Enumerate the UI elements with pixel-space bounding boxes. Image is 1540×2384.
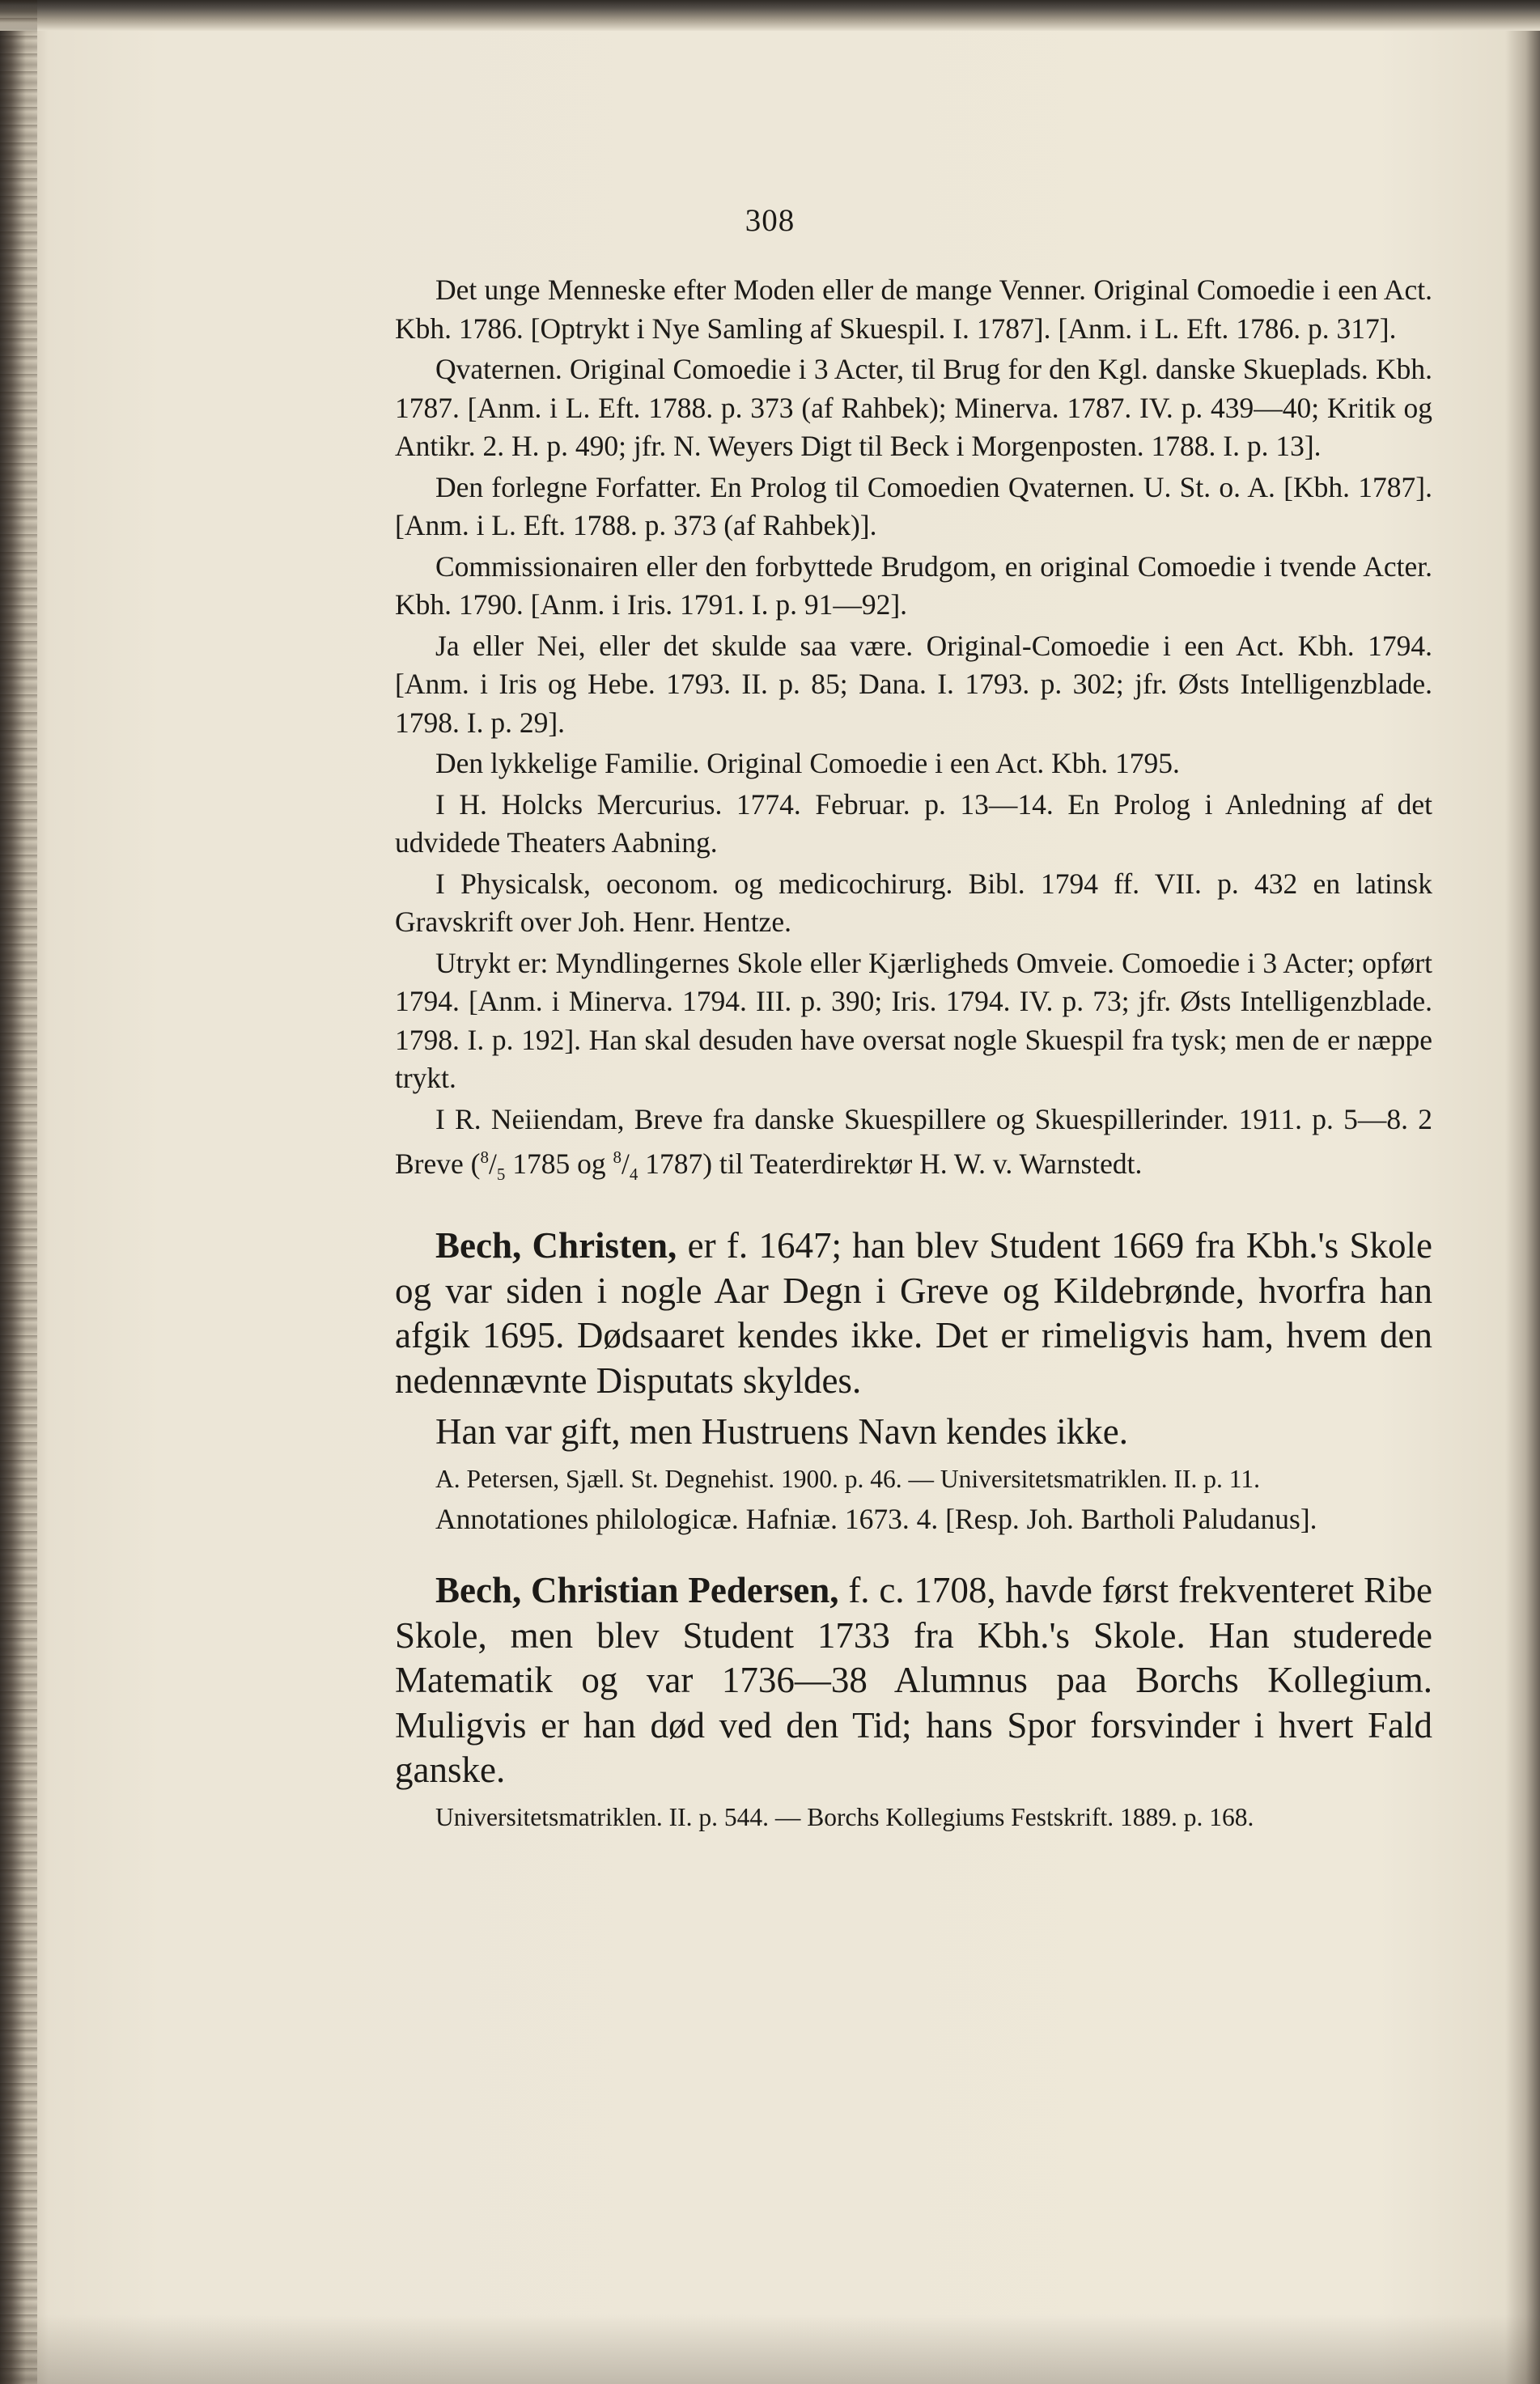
- neiiendam-text-after: 1787) til Teaterdirektør H. W. v. Warnstedt.: [638, 1147, 1143, 1180]
- biography-work: Annotationes philologicæ. Hafniæ. 1673. 4. [Resp. Joh. Bartholi Paludanus].: [435, 1502, 1317, 1535]
- biography-entry: [395, 1224, 1432, 1403]
- fraction-numerator: 8: [480, 1147, 489, 1167]
- neiiendam-entry: I R. Neiiendam, Breve fra danske Skuespillere og Skuespillerinder. 1911. p. 5—8. 2 Breve ($^8/_5$ 1785 og $^8/_4$ 1787) til Teaterdirektør H. W. v. Warnstedt.: [395, 1102, 1432, 1184]
- biography-text: f. c. 1708, havde først frekventeret Ribe Skole, men blev Student 1733 fra Kbh.'s Skole. Han studerede Matematik og var 1736—38 Alumnus paa Borchs Kollegium. Muligvis er han død ved den Tid; hans Spor forsvinder i hvert Fald ganske.: [395, 1570, 1432, 1791]
- biography-entry: [395, 1568, 1432, 1793]
- biography-married-note: Han var gift, men Hustruens Navn kendes ikke.: [435, 1411, 1129, 1453]
- work-entry: Ja eller Nei, eller det skulde saa være. Original-Comoedie i een Act. Kbh. 1794. [Anm. i Iris og Hebe. 1793. II. p. 85; Dana. I. 1793. p. 302; jfr. Østs Intelligenzblade. 1798. I. p. 29].: [395, 629, 1432, 739]
- page-bottom-shade: [0, 2314, 1540, 2384]
- fraction-denominator: 5: [496, 1164, 506, 1184]
- biography-text: er f. 1647; han blev Student 1669 fra Kbh.'s Skole og var siden i nogle Aar Degn i Greve og Kildebrønde, hvorfra han afgik 1695. Dødsaaret kendes ikke. Det er rimeligvis ham, hvem den nedennævnte Disputats skyldes.: [395, 1225, 1432, 1401]
- biography-name: Bech, Christen,: [435, 1225, 677, 1266]
- neiiendam-text-middle: 1785 og: [505, 1147, 613, 1180]
- neiiendam-text-before: I R. Neiiendam, Breve fra danske Skuespillere og Skuespillerinder. 1911. p. 5—8. 2 Breve (: [395, 1102, 1432, 1180]
- section-gap: [395, 1196, 1432, 1224]
- work-entry: Commissionairen eller den forbyttede Brudgom, en original Comoedie i tvende Acter. Kbh. 1790. [Anm. i Iris. 1791. I. p. 91—92].: [395, 549, 1432, 621]
- biography-sources: A. Petersen, Sjæll. St. Degnehist. 1900. p. 46. — Universitetsmatriklen. II. p. 11.: [435, 1464, 1260, 1493]
- work-entry: Den forlegne Forfatter. En Prolog til Comoedien Qvaternen. U. St. o. A. [Kbh. 1787]. [Anm. i L. Eft. 1788. p. 373 (af Rahbek)].: [395, 470, 1432, 541]
- work-entry: Utrykt er: Myndlingernes Skole eller Kjærligheds Omveie. Comoedie i 3 Acter; opført 1794. [Anm. i Minerva. 1794. III. p. 390; Iris. 1794. IV. p. 73; jfr. Østs Intelligenzblade. 1798. I. p. 192]. Han skal desuden have oversat nogle Skuespil fra tysk; men de er næppe trykt.: [395, 946, 1432, 1094]
- fraction-denominator: 4: [629, 1164, 638, 1184]
- book-binding-edge: [0, 0, 37, 2384]
- work-entry: I Physicalsk, oeconom. og medicochirurg. Bibl. 1794 ff. VII. p. 432 en latinsk Gravskrift over Joh. Henr. Hentze.: [395, 867, 1432, 938]
- page-number: 308: [745, 203, 795, 238]
- work-entry: I H. Holcks Mercurius. 1774. Februar. p. 13—14. En Prolog i Anledning af det udvidede Theaters Aabning.: [395, 787, 1432, 859]
- work-entry: Den lykkelige Familie. Original Comoedie i een Act. Kbh. 1795.: [435, 747, 1180, 779]
- biography-sources: Universitetsmatriklen. II. p. 544. — Borchs Kollegiums Festskrift. 1889. p. 168.: [435, 1802, 1254, 1831]
- work-entry: Det unge Menneske efter Moden eller de mange Venner. Original Comoedie i een Act. Kbh. 1786. [Optrykt i Nye Samling af Skuespil. I. 1787]. [Anm. i L. Eft. 1786. p. 317].: [395, 274, 1432, 345]
- section-gap: [395, 1541, 1432, 1568]
- fraction-numerator: 8: [613, 1147, 622, 1167]
- work-entry: Qvaternen. Original Comoedie i 3 Acter, til Brug for den Kgl. danske Skueplads. Kbh. 1787. [Anm. i L. Eft. 1788. p. 373 (af Rahbek); Minerva. 1787. IV. p. 439—40; Kritik og Antikr. 2. H. p. 490; jfr. N. Weyers Digt til Beck i Morgenposten. 1788. I. p. 13].: [395, 353, 1432, 462]
- page-body: [395, 271, 1432, 1839]
- page-top-edge: [0, 0, 1540, 31]
- biography-name: Bech, Christian Pedersen,: [435, 1570, 839, 1611]
